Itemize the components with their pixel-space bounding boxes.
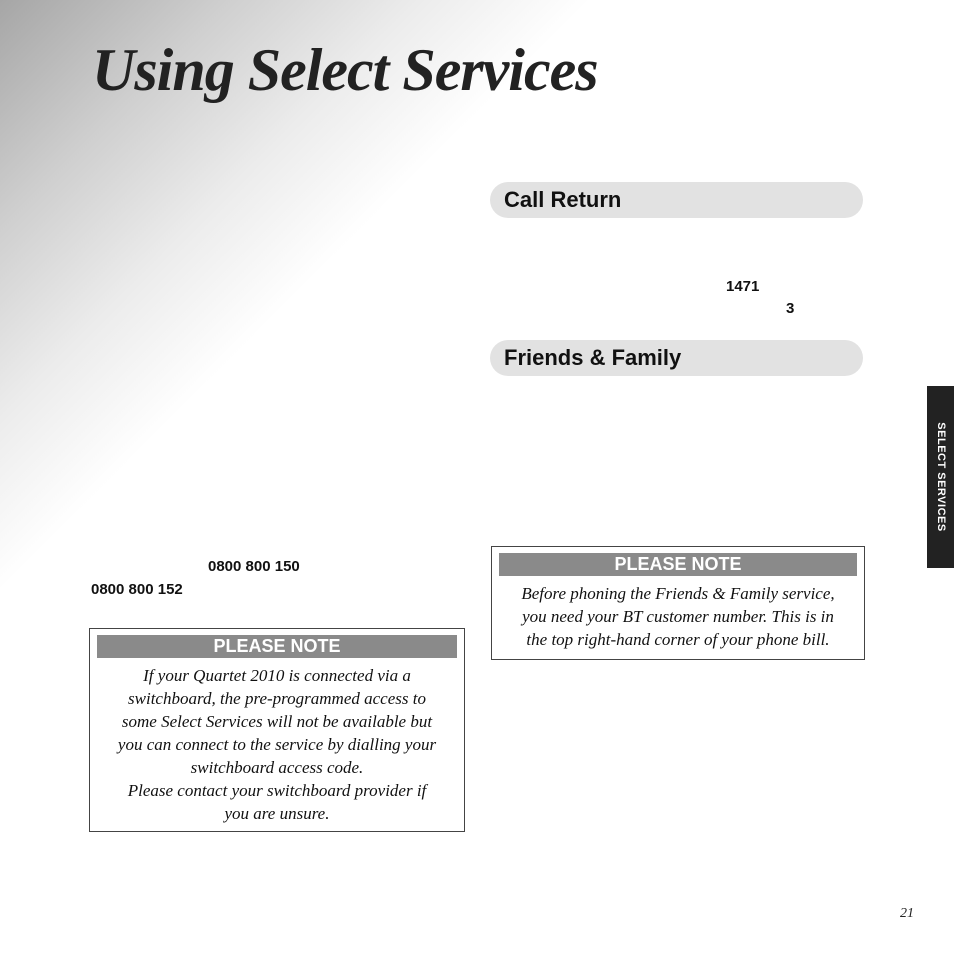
note-line: you are unsure. <box>224 804 330 823</box>
note-line: some Select Services will not be available but <box>121 712 433 731</box>
phone-number-2: 0800 800 152 <box>91 581 183 598</box>
call-return-heading: Call Return <box>504 187 622 212</box>
please-note-text-right <box>500 582 856 651</box>
friends-family-heading: Friends & Family <box>504 345 682 370</box>
call-return-code-1471: 1471 <box>726 278 760 295</box>
please-note-box-left <box>89 628 465 832</box>
page-title: Using Select Services <box>92 37 598 103</box>
please-note-heading-left: PLEASE NOTE <box>97 635 457 658</box>
please-note-heading-right: PLEASE NOTE <box>499 553 857 576</box>
call-return-heading-bar <box>490 182 863 218</box>
note-line: switchboard access code. <box>190 758 364 777</box>
page-number: 21 <box>900 906 914 921</box>
note-line: If your Quartet 2010 is connected via a <box>143 666 411 685</box>
please-note-box-right <box>491 546 865 660</box>
phone-number-1: 0800 800 150 <box>208 558 300 575</box>
note-line: you need your BT customer number. This is in <box>522 607 834 626</box>
please-note-text-left <box>98 664 456 825</box>
side-tab-label: SELECT SERVICES <box>934 422 947 532</box>
note-line: you can connect to the service by dialling your <box>117 735 437 754</box>
note-line: Please contact your switchboard provider if <box>127 781 427 800</box>
note-line: Before phoning the Friends & Family service, <box>521 584 835 603</box>
friends-family-heading-bar <box>490 340 863 376</box>
section-side-tab <box>927 386 954 568</box>
note-line: the top right-hand corner of your phone bill. <box>526 630 830 649</box>
note-line: switchboard, the pre-programmed access to <box>128 689 426 708</box>
call-return-code-3: 3 <box>786 300 795 317</box>
